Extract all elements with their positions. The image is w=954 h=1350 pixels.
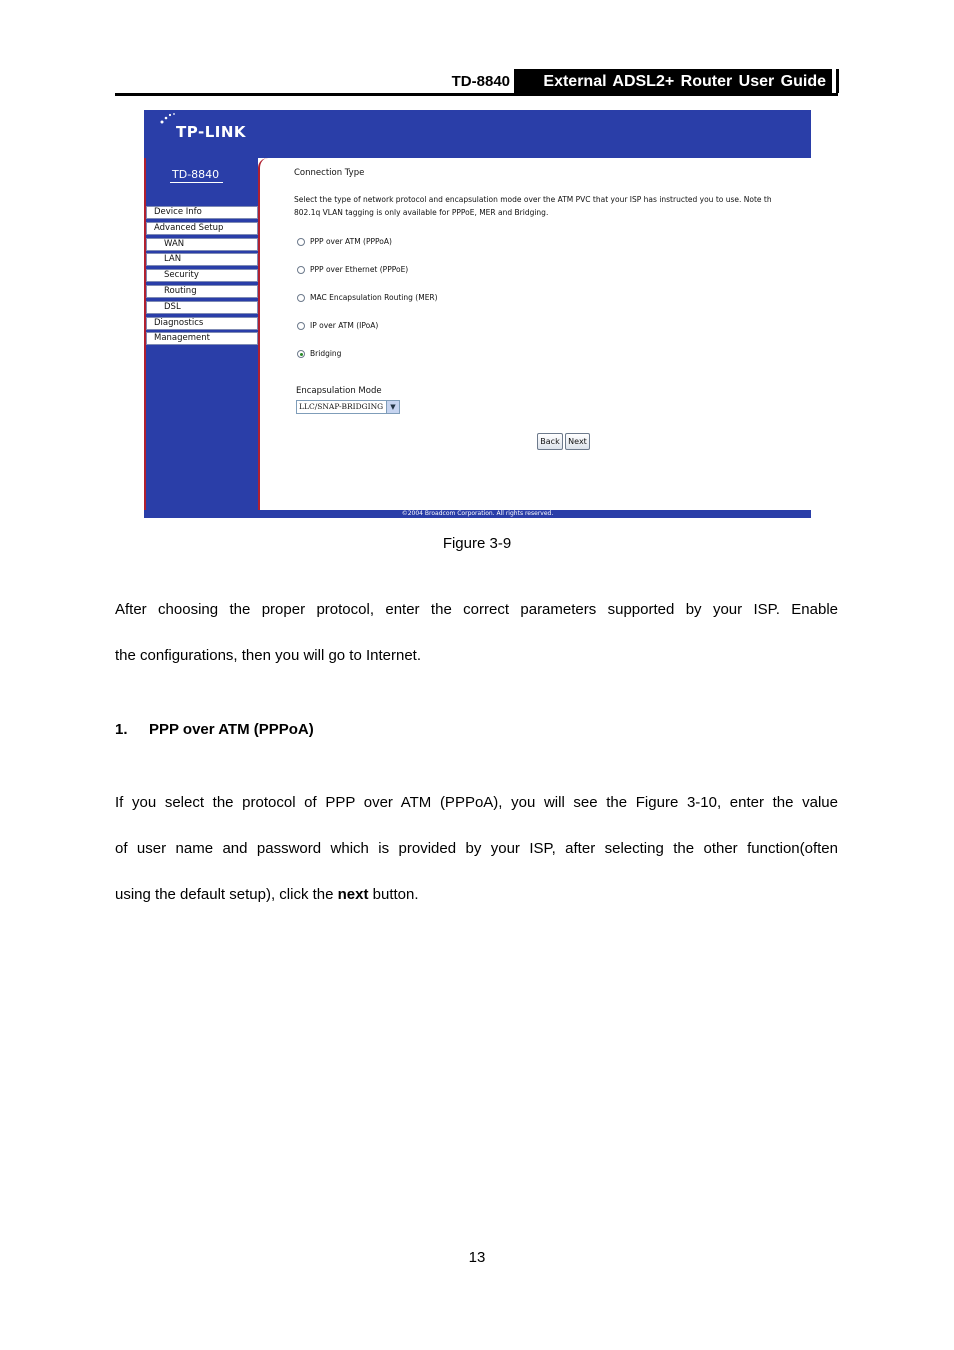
option-pppoe-label: PPP over Ethernet (PPPoE) [310,265,409,274]
next-button[interactable]: Next [565,433,590,450]
paragraph-2-line-3 [115,883,838,906]
connection-type-description [294,194,811,219]
nav-routing[interactable]: Routing [146,285,258,298]
option-ipoa[interactable] [297,321,378,330]
encapsulation-mode-label: Encapsulation Mode [296,386,382,396]
figure-caption: Figure 3-9 [442,535,512,552]
description-line-2: 802.1q VLAN tagging is only available for PPPoE, MER and Bridging. [294,207,549,217]
page-number: 13 [468,1249,486,1266]
header-rule [115,93,838,96]
option-bridging[interactable] [297,349,341,358]
option-mer-label: MAC Encapsulation Routing (MER) [310,293,438,302]
option-pppoa[interactable] [297,237,392,246]
chevron-down-icon[interactable]: ▼ [386,401,399,413]
tp-link-logo: TP-LINK [176,123,247,141]
section-heading [115,721,314,738]
option-pppoa-label: PPP over ATM (PPPoA) [310,237,392,246]
option-ipoa-label: IP over ATM (IPoA) [310,321,379,330]
connection-type-title: Connection Type [294,168,365,178]
router-banner [144,110,811,158]
description-line-1: Select the type of network protocol and encapsulation mode over the ATM PVC that your ISP has instructed you to use. Note th [294,195,772,204]
router-model-label: TD-8840 [170,168,223,183]
logo-dots-icon [158,112,178,126]
encapsulation-mode-select[interactable] [296,400,400,414]
nav-advanced-setup[interactable]: Advanced Setup [146,222,258,235]
radio-bridging[interactable] [297,350,305,358]
paragraph-2-line-3-end: button. [368,886,419,903]
router-footer: ©2004 Broadcom Corporation. All rights reserved. [144,510,811,518]
radio-mer[interactable] [297,294,305,302]
header-tick [836,69,839,93]
router-nav [146,206,258,348]
nav-device-info[interactable]: Device Info [146,206,258,219]
nav-security[interactable]: Security [146,269,258,282]
paragraph-2-line-2: of user name and password which is provided by your ISP, after selecting the other function(often [115,840,838,857]
nav-wan[interactable]: WAN [146,238,258,251]
section-title: PPP over ATM (PPPoA) [149,721,314,738]
next-keyword: next [337,886,369,903]
nav-lan[interactable]: LAN [146,253,258,266]
nav-dsl[interactable]: DSL [146,301,258,314]
option-mer[interactable] [297,293,438,302]
paragraph-1-line-2: the configurations, then you will go to Internet. [115,647,422,664]
nav-diagnostics[interactable]: Diagnostics [146,317,258,330]
paragraph-2-line-1: If you select the protocol of PPP over ATM (PPPoA), you will see the Figure 3-10, enter the value [115,794,838,811]
section-number: 1. [115,721,128,738]
radio-pppoe[interactable] [297,266,305,274]
paragraph-2-line-3-start: using the default setup), click the [115,886,338,903]
radio-pppoa[interactable] [297,238,305,246]
radio-ipoa[interactable] [297,322,305,330]
paragraph-1-line-1: After choosing the proper protocol, enter the correct parameters supported by your ISP. Enable [115,601,838,618]
header-model: TD-8840 [451,73,510,90]
option-pppoe[interactable] [297,265,408,274]
back-button[interactable]: Back [537,433,563,450]
router-screenshot [144,110,811,518]
header-guide-title: External ADSL2+ Router User Guide [514,69,832,93]
encapsulation-mode-value: LLC/SNAP-BRIDGING [299,402,384,411]
option-bridging-label: Bridging [310,349,342,358]
nav-management[interactable]: Management [146,332,258,345]
